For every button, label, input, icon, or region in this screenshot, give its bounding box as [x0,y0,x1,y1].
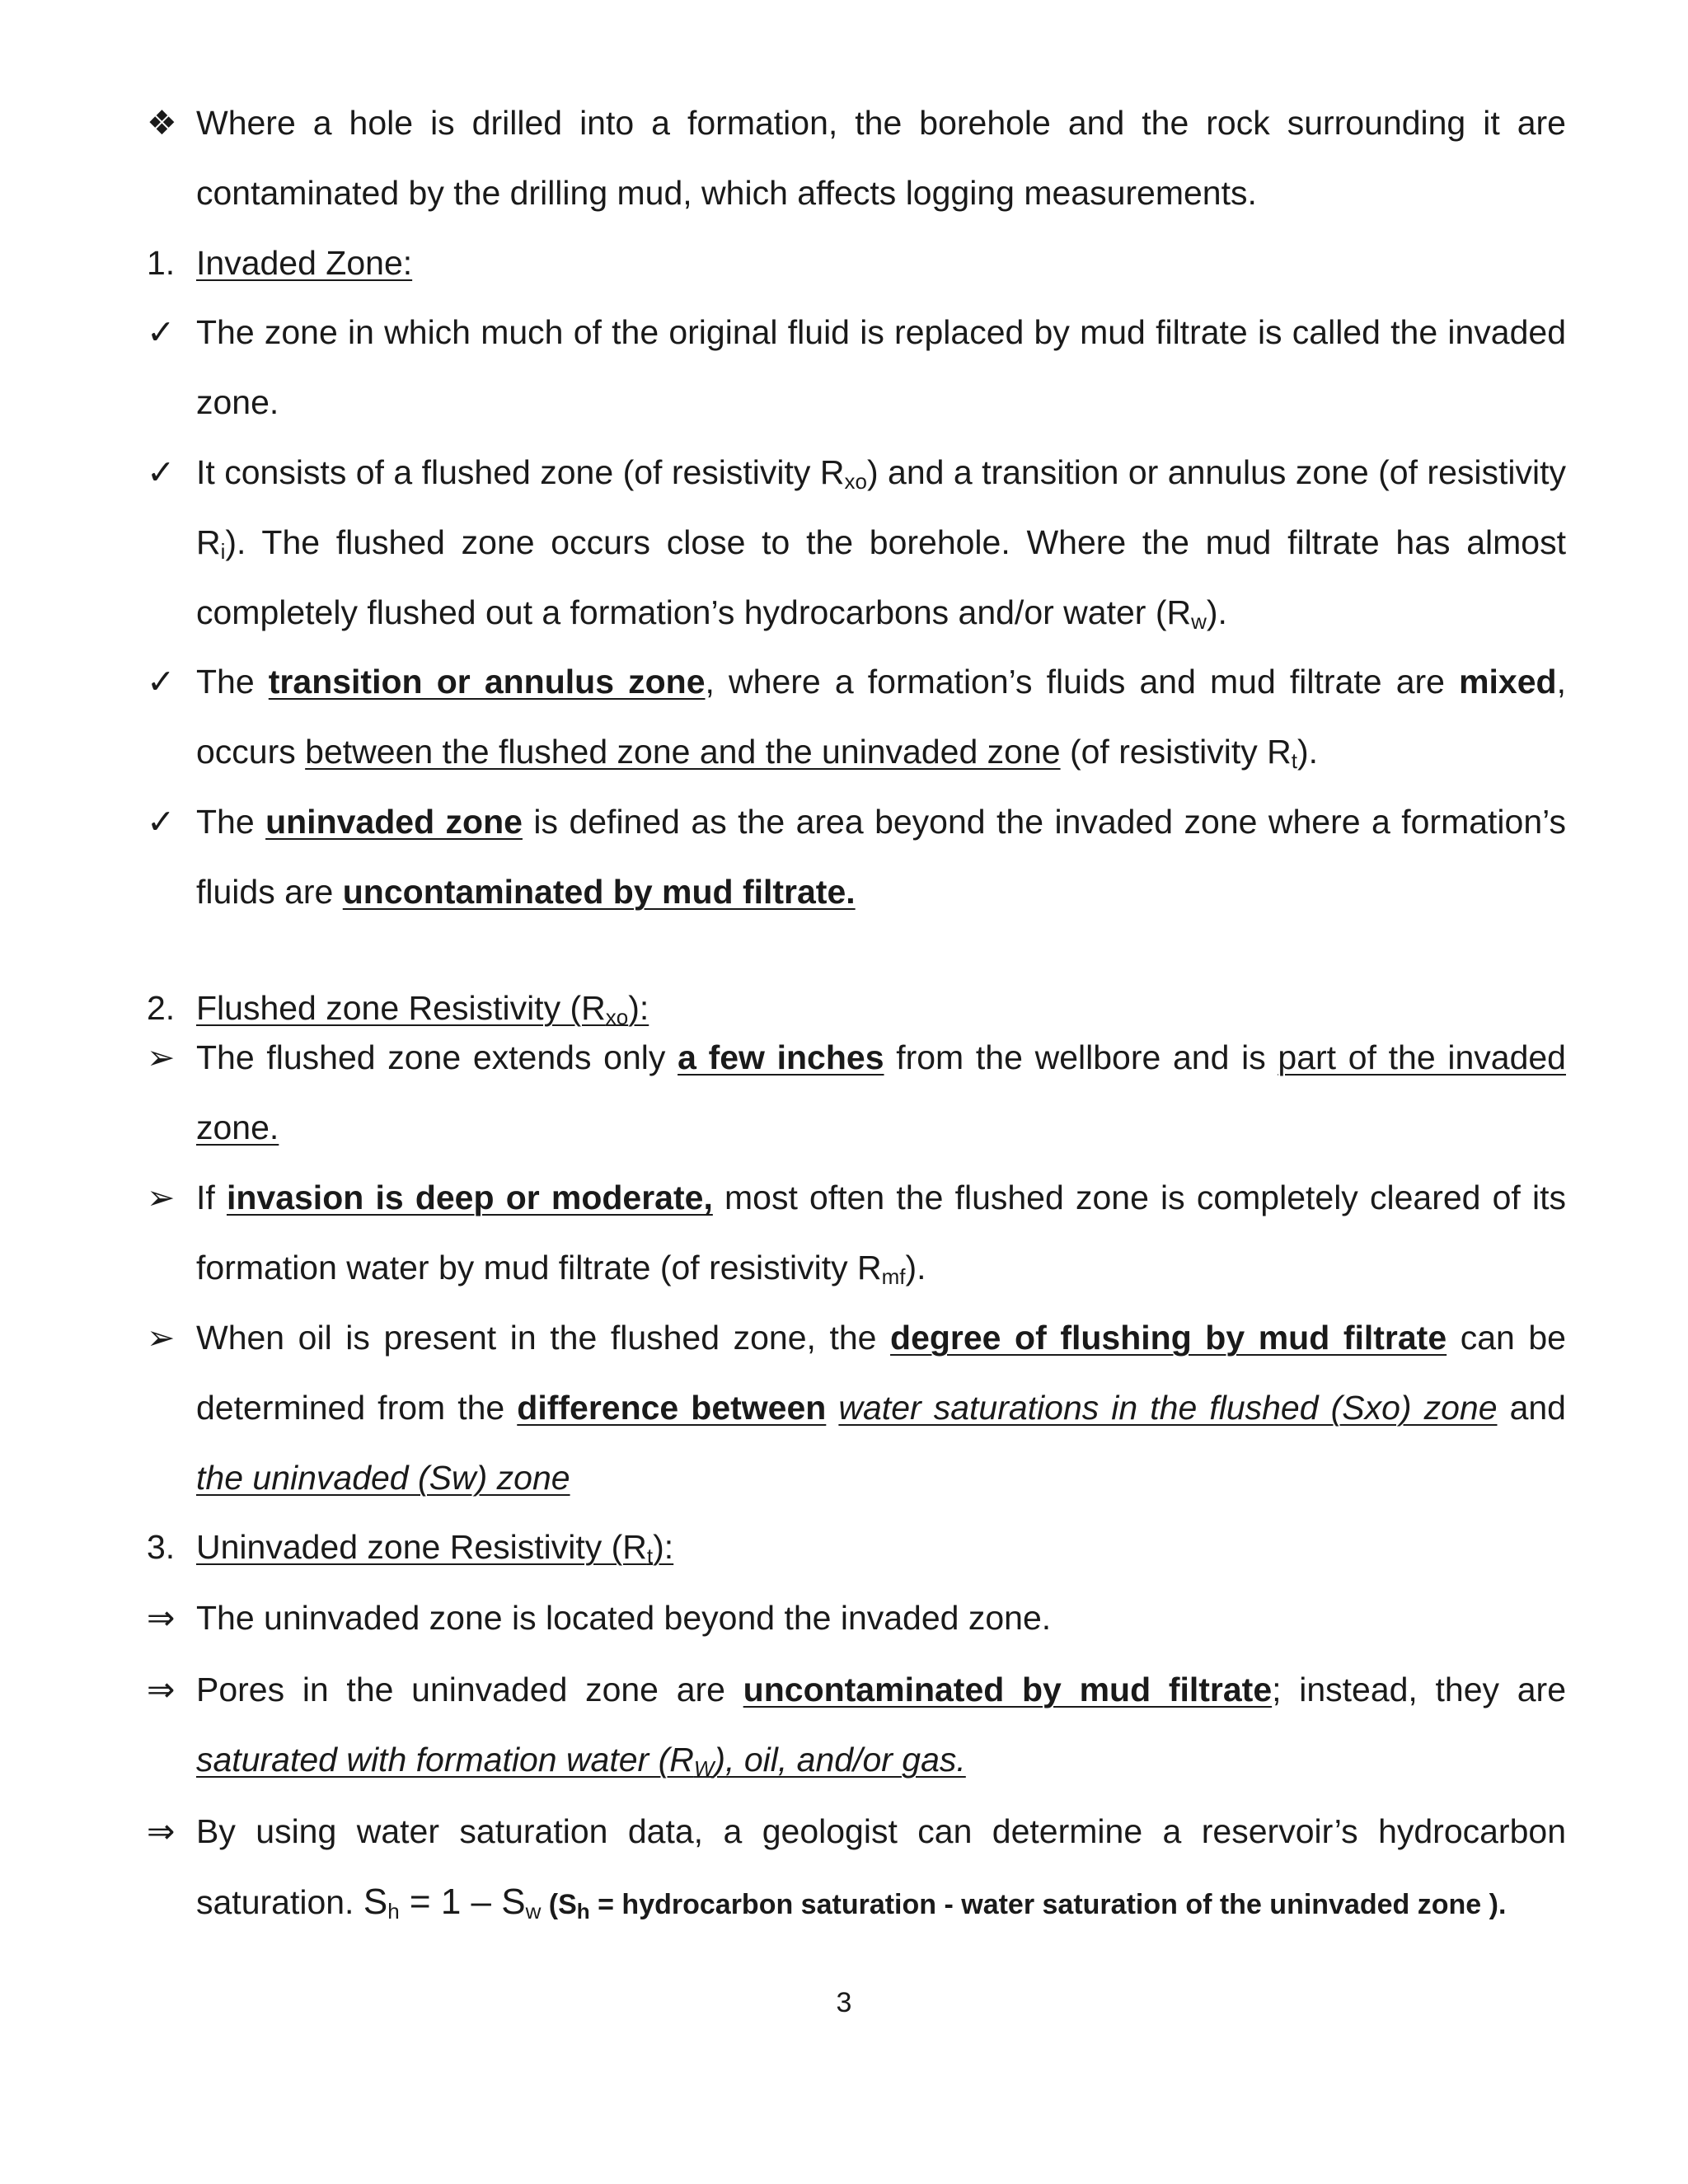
section3-bullet-3 [147,1797,1566,1940]
arrowhead-bullet-icon: ➢ [147,1038,176,1076]
arrowhead-bullet-icon: ➢ [147,1179,176,1216]
bullet-text: The transition or annulus zone, where a formation’s fluids and mud filtrate are mixed, occurs between the flushed zone and the uninvaded zone (of resistivity $R_t$). [196,663,1566,773]
section2-bullet-2 [147,1163,1566,1303]
section3-bullet-1 [147,1583,1566,1653]
bullet-text: The uninvaded zone is defined as the area beyond the invaded zone where a formation’s fluids are uncontaminated by mud filtrate. [196,803,1566,911]
intro-text: Where a hole is drilled into a formation, the borehole and the rock surrounding it are contaminated by the drilling mud, which affects logging measurements. [196,104,1566,212]
section3-bullet-2 [147,1655,1566,1795]
intro-paragraph [147,88,1566,228]
section3-heading [147,1512,1566,1582]
section1-bullet-3 [147,647,1566,787]
section1-title: Invaded Zone: [196,244,413,282]
checkmark-icon: ✓ [147,663,176,701]
checkmark-icon: ✓ [147,313,176,351]
section1-heading [147,228,1566,298]
double-arrow-icon: ⇒ [147,1812,176,1850]
bullet-text: The uninvaded zone is located beyond the invaded zone. [196,1599,1052,1637]
saturation-equation: $S_h = 1 - S_w$ [363,1882,542,1924]
section2-bullet-1 [147,1023,1566,1163]
bullet-text: The flushed zone extends only a few inches from the wellbore and is part of the invaded zone. [196,1038,1566,1146]
double-arrow-icon: ⇒ [147,1599,176,1637]
arrowhead-bullet-icon: ➢ [147,1319,176,1357]
page-number: 3 [836,1987,852,2018]
section2-title: Flushed zone Resistivity $(R_{xo})$: [196,989,649,1029]
section1-bullet-2 [147,438,1566,648]
section2-number: 2. [147,989,176,1027]
bullet-text: By using water saturation data, a geologist can determine a reservoir’s hydrocarbon saturation. $S_h = 1 - S_w$ ($S_h$ = hydrocarbon saturation - water saturation of the uninvaded zone ). [196,1812,1566,1924]
bullet-text: If invasion is deep or moderate, most often the flushed zone is completely cleared of its formation water by mud filtrate (of resistivity $R_{mf}$). [196,1179,1566,1289]
checkmark-icon: ✓ [147,803,176,841]
double-arrow-icon: ⇒ [147,1671,176,1708]
equation-note: ($S_h$ = hydrocarbon saturation - water saturation of the uninvaded zone ). [541,1889,1507,1924]
bullet-text: When oil is present in the flushed zone, the degree of flushing by mud filtrate can be determined from the difference between water saturations in the flushed (Sxo) zone and the uninvaded (Sw) zone [196,1319,1566,1497]
section3-number: 3. [147,1528,176,1566]
section1-bullet-1 [147,298,1566,438]
bullet-text: The zone in which much of the original fluid is replaced by mud filtrate is called the invaded zone. [196,313,1566,421]
section1-number: 1. [147,244,176,282]
diamond-bullet-icon: ❖ [147,104,177,142]
section3-title: Uninvaded zone Resistivity $(R_t)$: [196,1528,674,1568]
bullet-text: Pores in the uninvaded zone are uncontaminated by mud filtrate; instead, they are saturated with formation water $(R_W)$, oil, and/or gas. [196,1671,1567,1781]
section2-bullet-3 [147,1303,1566,1513]
bullet-text: It consists of a flushed zone (of resistivity $R_{xo}$) and a transition or annulus zone (of resistivity $R_i$). The flushed zone occurs close to the borehole. Where the mud filtrate has almost completely flushed out a formation’s hydrocarbons and/or water $(R_w)$. [196,453,1566,634]
section1-bullet-4 [147,787,1566,927]
checkmark-icon: ✓ [147,453,176,491]
